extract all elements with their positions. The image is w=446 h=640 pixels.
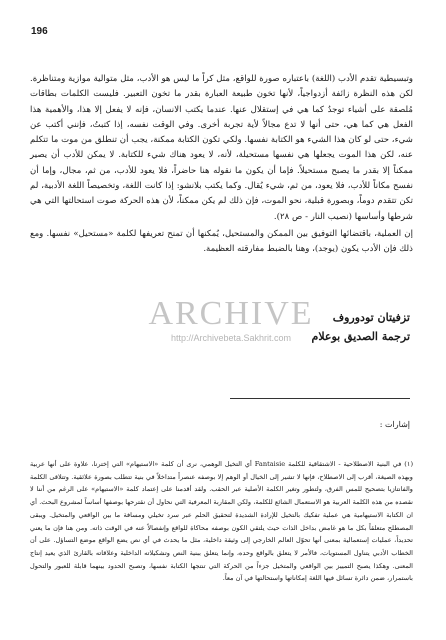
footnote-divider [230,398,410,399]
main-text-body [30,72,413,260]
watermark-url: http://Archivebeta.Sakhrit.com [170,333,292,343]
watermark-word: ARCHIVE [148,295,314,332]
body-paragraph: إن العملية، باقتضائها التوفيق بين الممكن والمستحيل، يُمكنها أن تمنح تعريفها لكلمة «مستحيل» نفسها. ومع ذلك فإن الأدب يكون (يوجد)، وهنا بالضبط مفارقته العظيمة. [30,228,413,255]
translator-name: ترجمة الصديق بوعلام [311,330,410,343]
page-number: 196 [31,26,48,37]
footnote-text: (١) في البنية الاصطلاحية - الاشتقاقية للكلمة Fantaisie أي التخيل الوهمي، نرى أن كلمة «الاستيهام» التي إخترنا، علاوة على أنها عربية وبهذه الصيغة، أقرب إلى الاصطلاح، فإنها لا تشير إلى الخيال أو الوهم إلا بوصفه عنصراً متداخلاً في بنية تتطلب بصورة علائقية. وتتلاقى الكلمة والفانتازيا بتصحيح للمس الفرق، ولتطور وتغير الكلمة الأصلية عبر الحقب. ولقد أقدمنا على إعتماد كلمة «الاستيهام» على الرغم من أننا لا نقصده من هذه الكلمة العربية هو الاستعمال الشائع للكلمة، ولكن المقاربة المعرفية التي نحاول أن نقترحها بوصفها أساساً لمشروع البحث. أي ان الكتابة الاستيهامية هي عملية تفكيك بالتخيل للإرادة الشديدة لتحقيق الحلم عبر سرد تخيلي ومسافة ما بين الواقعي والمتخيل. ويبقى المصطلح متعلقاً بكل ما هو غامض بداخل الذات حيث يلتقي الكون بوصفه محاكاة للواقع وإنفصالاً عنه في الوقت ذاته. ومن هنا فإن ما يعني تحديداً، عمليات إستعمالية بمعنى أنها تحوّل العالم الخارجي إلى وثيقة داخلية، مثل ما يحدث في أي نص يضع الواقع موضع التساؤل. على أن الخطاب الأدبي يتناول المستويات، فالأمر لا يتعلق بالواقع وحده، وإنما يتعلق ببنية النص وتشكيلاته الداخلية وعلاقاته بالقارئ الذي يعيد إنتاج المعنى. وهكذا يصبح التمييز بين الواقعي والمتخيل جزءاً من الحركة التي تنتجها الكتابة نفسها، وتصبح الحدود بينهما قابلة للعبور والتحول باستمرار، ضمن دائرة تسائل فيها اللغة إمكاناتها واستحالتها في آن معاً. [30,460,414,583]
author-name: تزفيتان تودوروف [332,311,410,324]
signature-block [312,308,410,346]
notes-heading: إشارات : [379,420,410,429]
body-paragraph: وتبسيطية تقدم الأدب (اللغة) باعتباره صورة للواقع، مثل كراً ما ليس هو الأدب، مثل متوالية موازية ومتناظرة. لكن هذه النظرة زائفة أزدواجياً، لأنها تخون طبيعة العبارة بقدر ما تخون التعبير. فليست الكلمات بطاقات مُلصقة على أشياء توجدُ كما هي في إستقلال عنها. عندما يكتب الانسان، فإنه لا يفعل إلا هذا، والأهمية هذا الفعل هي كما هي، حتى أنها لا تدع مجالاً لأية تجربة أخرى. وفي الوقت نفسه، إذا كتبتُ، فإنني أكتب عن شيء، حتى لو كان هذا الشيء هو الكتابة نفسها. ولكي تكون الكتابة ممكنة، يجب أن تنطلق من موت ما تتكلم عنه، لكن هذا الموت يجعلها هي نفسها مستحيلة، لأنه، لا يعود هناك شيء للكتابة. لا يمكن للأدب أن يصير ممكناً إلا بقدر ما يصبح مستحيلاً. فإما أن يكون ما نقوله هنا حاضراً، فلا يعود للأدب، من ثم، مجال، وإما أن نفسح مكاناً للأدب، فلا يعود، من ثم، شيء يُقال. وكما يكتب بلانشو: إذا كانت اللغة، وتخصيصاً اللغة الأدبية، لم تكن تتقدم دوماً، وبصورة قبلية، نحو الموت، فإن ذلك لم يكن ممكناً، لأن هذه الحركة صوت استحالتها التي هي شرطها وأساسها (نصيب النار - ص ٢٨). [30,74,413,222]
